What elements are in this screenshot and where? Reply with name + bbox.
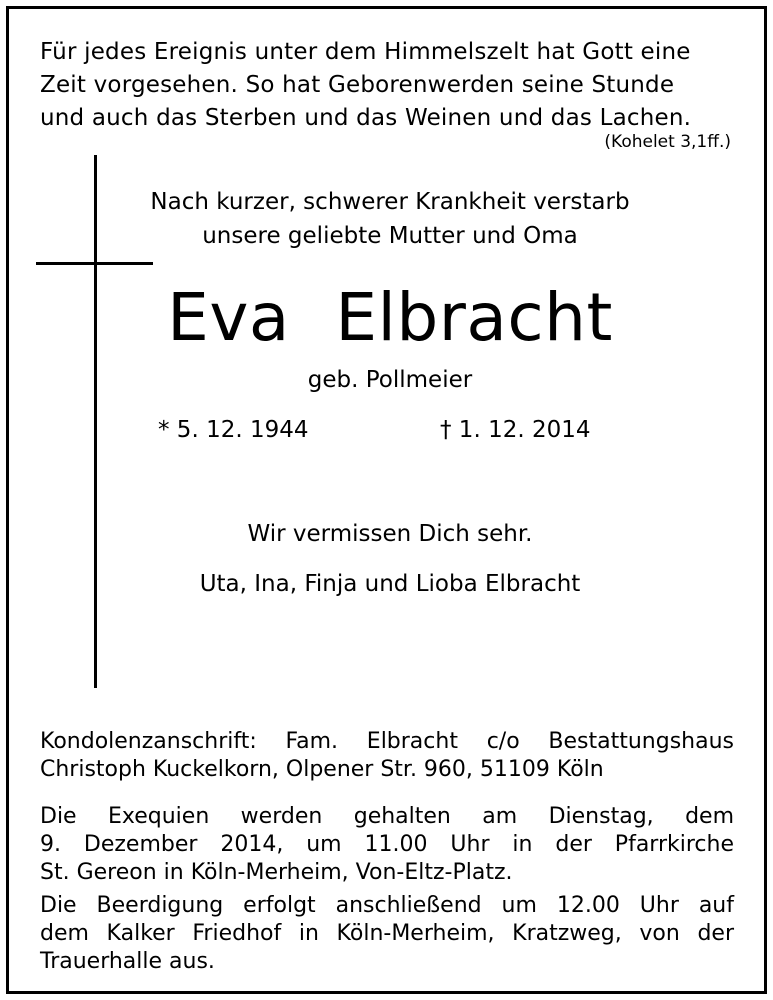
service-line: St. Gereon in Köln-Merheim, Von-Eltz-Platz. [40,860,513,885]
burial-line: dem Kalker Friedhof in Köln-Merheim, Kratzweg, von der [40,921,734,946]
verse-line: Für jedes Ereignis unter dem Himmelszelt hat Gott eine [40,39,691,65]
condolence-line: Kondolenzanschrift: Fam. Elbracht c/o Bestattungshaus [40,729,734,754]
service-line: Die Exequien werden gehalten am Dienstag, dem [40,804,734,829]
cross-vertical-bar [94,155,97,688]
intro-line: unsere geliebte Mutter und Oma [202,223,578,249]
death-date: † 1. 12. 2014 [440,417,591,443]
burial-line: Trauerhalle aus. [40,949,215,974]
verse-line: und auch das Sterben und das Weinen und das Lachen. [40,105,692,131]
condolence-address [40,728,734,784]
intro-text [100,185,680,253]
burial-info [40,892,734,976]
service-line: 9. Dezember 2014, um 11.00 Uhr in der Pfarrkirche [40,832,734,857]
verse-source: (Kohelet 3,1ff.) [604,132,731,152]
birth-date: * 5. 12. 1944 [158,417,309,443]
bible-verse [40,36,734,135]
farewell-message: Wir vermissen Dich sehr. [247,521,533,547]
family-names: Uta, Ina, Finja und Lioba Elbracht [199,571,581,597]
deceased-name: Eva Elbracht [167,279,613,356]
condolence-line: Christoph Kuckelkorn, Olpener Str. 960, 51109 Köln [40,757,604,782]
cross-horizontal-bar [36,262,153,265]
intro-line: Nach kurzer, schwerer Krankheit verstarb [150,189,630,215]
burial-line: Die Beerdigung erfolgt anschließend um 12.00 Uhr auf [40,893,734,918]
maiden-name: geb. Pollmeier [307,367,473,393]
verse-line: Zeit vorgesehen. So hat Geborenwerden seine Stunde [40,72,675,98]
funeral-service-info [40,803,734,887]
